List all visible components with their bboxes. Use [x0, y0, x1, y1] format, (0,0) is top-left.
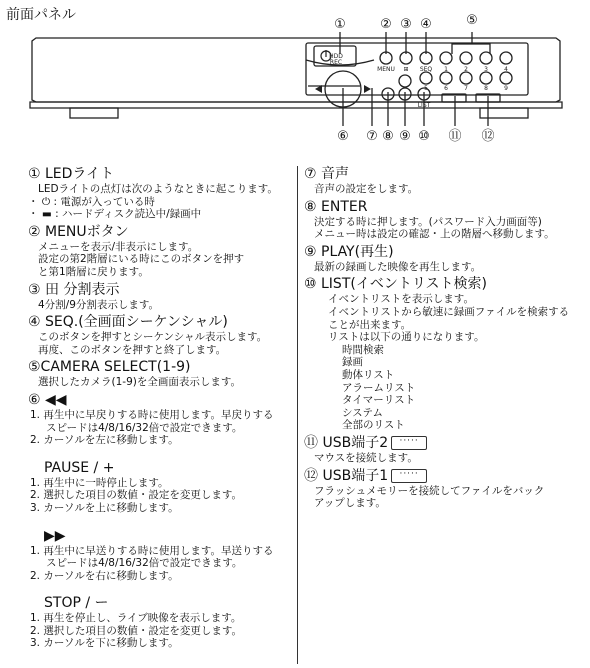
seq-heading: ④ SEQ.(全画面シーケンシャル) [28, 314, 228, 331]
stop-heading: STOP / ー [44, 595, 109, 612]
left-column: ① LEDライト LEDライトの点灯は次のようなときに起こります。 ・ ⏻ : 電源が入っている時 ・ ▬ : ハードディスク読込中/録画中 ② MENUボタン メニューを表示/非表示にします。 設定の第2階層にいる時にこのボタンを押す と第1階層に戻ります。 ③ 田 分割表示 4分割/9分割表示します。 ④ SEQ.(全画面シーケンシャル) このボタンを押すとシーケンシャル表示します。 再度、このボタンを押すと終了します。 ⑤CAMERA SELECT(1-9) 選択したカメラ(1-9)を全画面表示します。 ⑥ ◀◀ 1. 再生中に早戻りする時に使用します。早戻りする スピードは4/8/16/32倍で設定できます。 2. カーソルを左に移動します。 PAUSE / + 1. 再生中に一時停止します。 2. 選択した項目の数値・設定を変更します。 3. カーソルを上に移動します。 ▶▶ 1. 再生中に早送りする時に使用します。早送りする スピードは4/8/16/32倍で設定できます。 2. カーソルを右に移動します。 STOP / ー 1. 再生を停止し、ライブ映像を表示します。 2. 選択した項目の数値・設定を変更します。 3. カーソルを下に移動します。 [28, 163, 294, 650]
svg-text:2: 2 [464, 66, 468, 73]
svg-text:1: 1 [444, 66, 448, 73]
svg-text:8: 8 [484, 85, 488, 92]
pause-heading: PAUSE / + [44, 459, 115, 476]
usb2-heading: ⑪ USB端子2 ····· [304, 435, 584, 452]
usb-port-icon: ····· [391, 436, 427, 450]
power-led-item: ・ ⏻ : 電源が入っている時 [28, 195, 155, 208]
list-item: システム [342, 406, 383, 419]
right-column: ⑦ 音声 音声の設定をします。 ⑧ ENTER 決定する時に押します。(パスワード入力画面等) メニュー時は設定の確認・上の階層へ移動します。 ⑨ PLAY(再生) 最新の録画した映像を再生します。 ⑩ LIST(イベントリスト検索) イベントリストを表示します。 イベントリストから敏速に録画ファイルを検索する ことが出来ます。 リストは以下の通りになります。 時間検索 録画 動体リスト アラームリスト タイマーリスト システム 全部のリスト ⑪ USB端子2 ····· マウスを接続します。 ⑫ USB端子1 ····· フラッシュメモリーを接続してファイルをバック アップします。 [304, 163, 584, 510]
callout-1: ① [334, 17, 346, 32]
callout-2: ② [380, 17, 392, 32]
front-panel-drawing [0, 30, 590, 155]
split-heading: ③ 田 分割表示 [28, 281, 120, 298]
callout-6: ⑥ [337, 129, 349, 144]
enter-heading: ⑧ ENTER [304, 198, 368, 215]
page-title: 前面パネル [6, 7, 76, 23]
camera-select-heading: ⑤CAMERA SELECT(1-9) [28, 359, 191, 376]
list-item: 全部のリスト [342, 419, 405, 432]
list-item: アラームリスト [342, 381, 416, 394]
svg-text:5: 5 [424, 85, 428, 92]
hdd-led-item: ・ ▬ : ハードディスク読込中/録画中 [28, 208, 202, 221]
callout-9: ⑨ [399, 129, 411, 144]
menu-btn-label: MENU [377, 66, 395, 73]
list-item: 録画 [342, 356, 363, 369]
split-btn-label: ⊞ [403, 66, 409, 73]
led-heading: ① LEDライト [28, 166, 115, 182]
callout-8: ⑧ [382, 129, 394, 144]
seq-btn-label: SEQ [419, 66, 433, 73]
callout-10: ⑩ [418, 129, 430, 144]
callout-5: ⑤ [466, 13, 478, 28]
callout-11: ⑪ [448, 129, 462, 144]
rewind-heading: ⑥ ◀◀ [28, 391, 67, 408]
list-heading: ⑩ LIST(イベントリスト検索) [304, 276, 488, 293]
svg-text:3: 3 [484, 66, 488, 73]
usb-port-icon: ····· [391, 469, 427, 483]
list-btn-label: LIST [417, 102, 431, 109]
list-item: 動体リスト [342, 368, 395, 381]
audio-heading: ⑦ 音声 [304, 166, 350, 182]
list-item: タイマーリスト [342, 394, 416, 407]
callout-12: ⑫ [481, 129, 495, 144]
led-label: HDD [329, 53, 343, 60]
fast-forward-heading: ▶▶ [44, 527, 66, 544]
usb1-heading: ⑫ USB端子1 ····· [304, 468, 584, 485]
svg-text:4: 4 [504, 66, 508, 73]
callout-3: ③ [400, 17, 412, 32]
play-heading: ⑨ PLAY(再生) [304, 243, 394, 260]
svg-text:REC: REC [329, 59, 343, 66]
column-divider [297, 166, 298, 664]
list-item: 時間検索 [342, 343, 384, 356]
svg-text:7: 7 [464, 85, 468, 92]
callout-4: ④ [420, 17, 432, 32]
menu-heading: ② MENUボタン [28, 223, 129, 240]
callout-7: ⑦ [366, 129, 378, 144]
svg-text:9: 9 [504, 85, 508, 92]
svg-text:6: 6 [444, 85, 448, 92]
